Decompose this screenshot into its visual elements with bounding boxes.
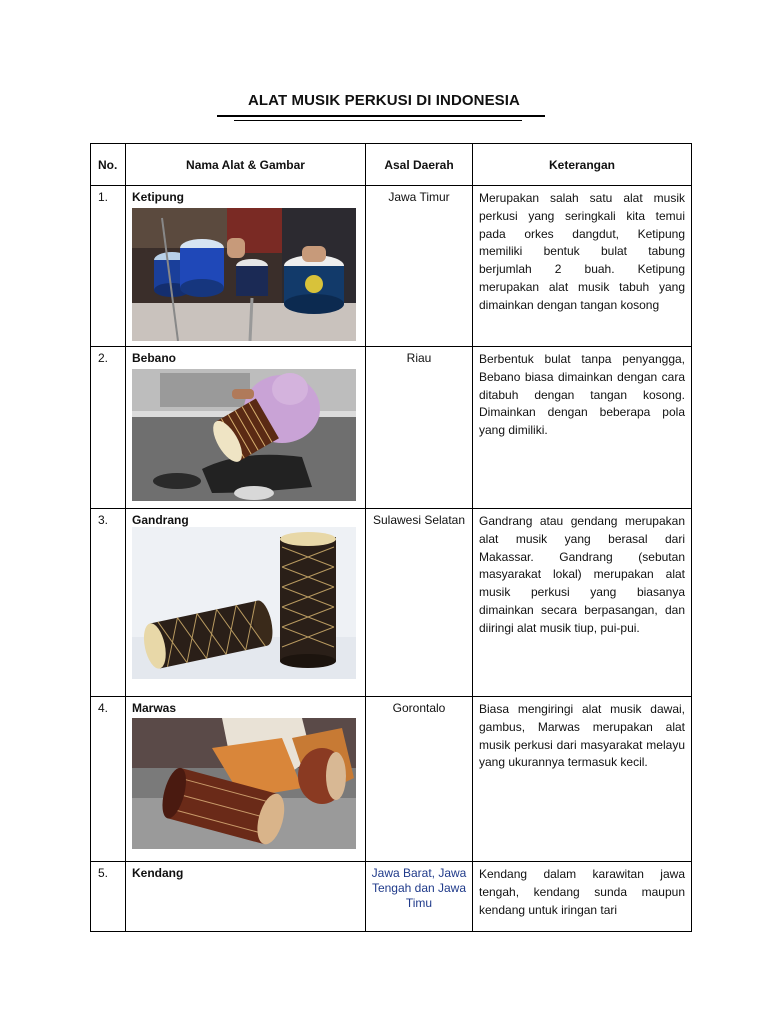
table-row [91,509,692,697]
origin-cell: Jawa Barat, Jawa Tengah dan Jawa Timu [366,862,473,932]
origin-cell: Jawa Timur [366,186,473,347]
description-cell [473,186,692,347]
gandrang-drums-photo [132,527,356,679]
table-row [91,862,692,932]
row-number: 5. [91,862,126,932]
header-name: Nama Alat & Gambar [126,144,366,186]
instrument-name: Ketipung [132,190,184,204]
instrument-cell [126,509,366,697]
description-text: Berbentuk bulat tanpa penyangga, Bebano biasa dimainkan dengan cara ditabuh dengan tangan kosong. Dimainkan dengan beberapa pola yang dimiliki. [479,352,685,438]
title-underline-thin [234,120,522,121]
ketipung-drums-photo [132,208,356,341]
origin-cell: Sulawesi Selatan [366,509,473,697]
document-title: ALAT MUSIK PERKUSI DI INDONESIA [247,92,520,109]
instrument-cell [126,862,366,932]
description-cell [473,509,692,697]
header-no: No. [91,144,126,186]
row-number: 3. [91,509,126,697]
description-text: Kendang dalam karawitan jawa tengah, kendang sunda maupun kendang untuk iringan tari [479,867,685,917]
instrument-cell [126,697,366,862]
description-cell [473,347,692,509]
instrument-cell [126,186,366,347]
table-row [91,347,692,509]
instrument-cell [126,347,366,509]
header-description: Keterangan [473,144,692,186]
bebano-drum-photo [132,369,356,501]
origin-cell: Gorontalo [366,697,473,862]
table-row [91,186,692,347]
description-text: Biasa mengiringi alat musik dawai, gambus, Marwas merupakan alat musik perkusi dari masyarakat melayu yang ukurannya termasuk kecil. [479,702,685,770]
description-cell [473,697,692,862]
row-number: 4. [91,697,126,862]
instrument-name: Marwas [132,701,177,715]
marwas-drums-photo [132,718,356,849]
table-row [91,697,692,862]
instrument-name: Gandrang [132,513,189,527]
description-text: Gandrang atau gendang merupakan alat musik yang berasal dari Makassar. Gandrang (sebutan masyarakat lokal) merupakan alat musik perkusi yang biasanya dimainkan secara berpasangan, dan diiringi alat musik tiup, pui-pui. [479,514,685,635]
table-header-row [91,144,692,186]
instrument-name: Bebano [132,351,177,365]
origin-cell: Riau [366,347,473,509]
instrument-table [90,143,692,932]
description-text: Merupakan salah satu alat musik perkusi yang seringkali kita temui pada orkes dangdut, Ketipung memiliki bentuk bulat tabung berjumlah 2 buah. Ketipung merupakan alat musik tabuh yang dimainkan dengan tangan kosong [479,191,685,312]
row-number: 1. [91,186,126,347]
instrument-name: Kendang [132,866,184,880]
row-number: 2. [91,347,126,509]
title-underline [217,115,545,117]
description-cell [473,862,692,932]
header-origin: Asal Daerah [366,144,473,186]
